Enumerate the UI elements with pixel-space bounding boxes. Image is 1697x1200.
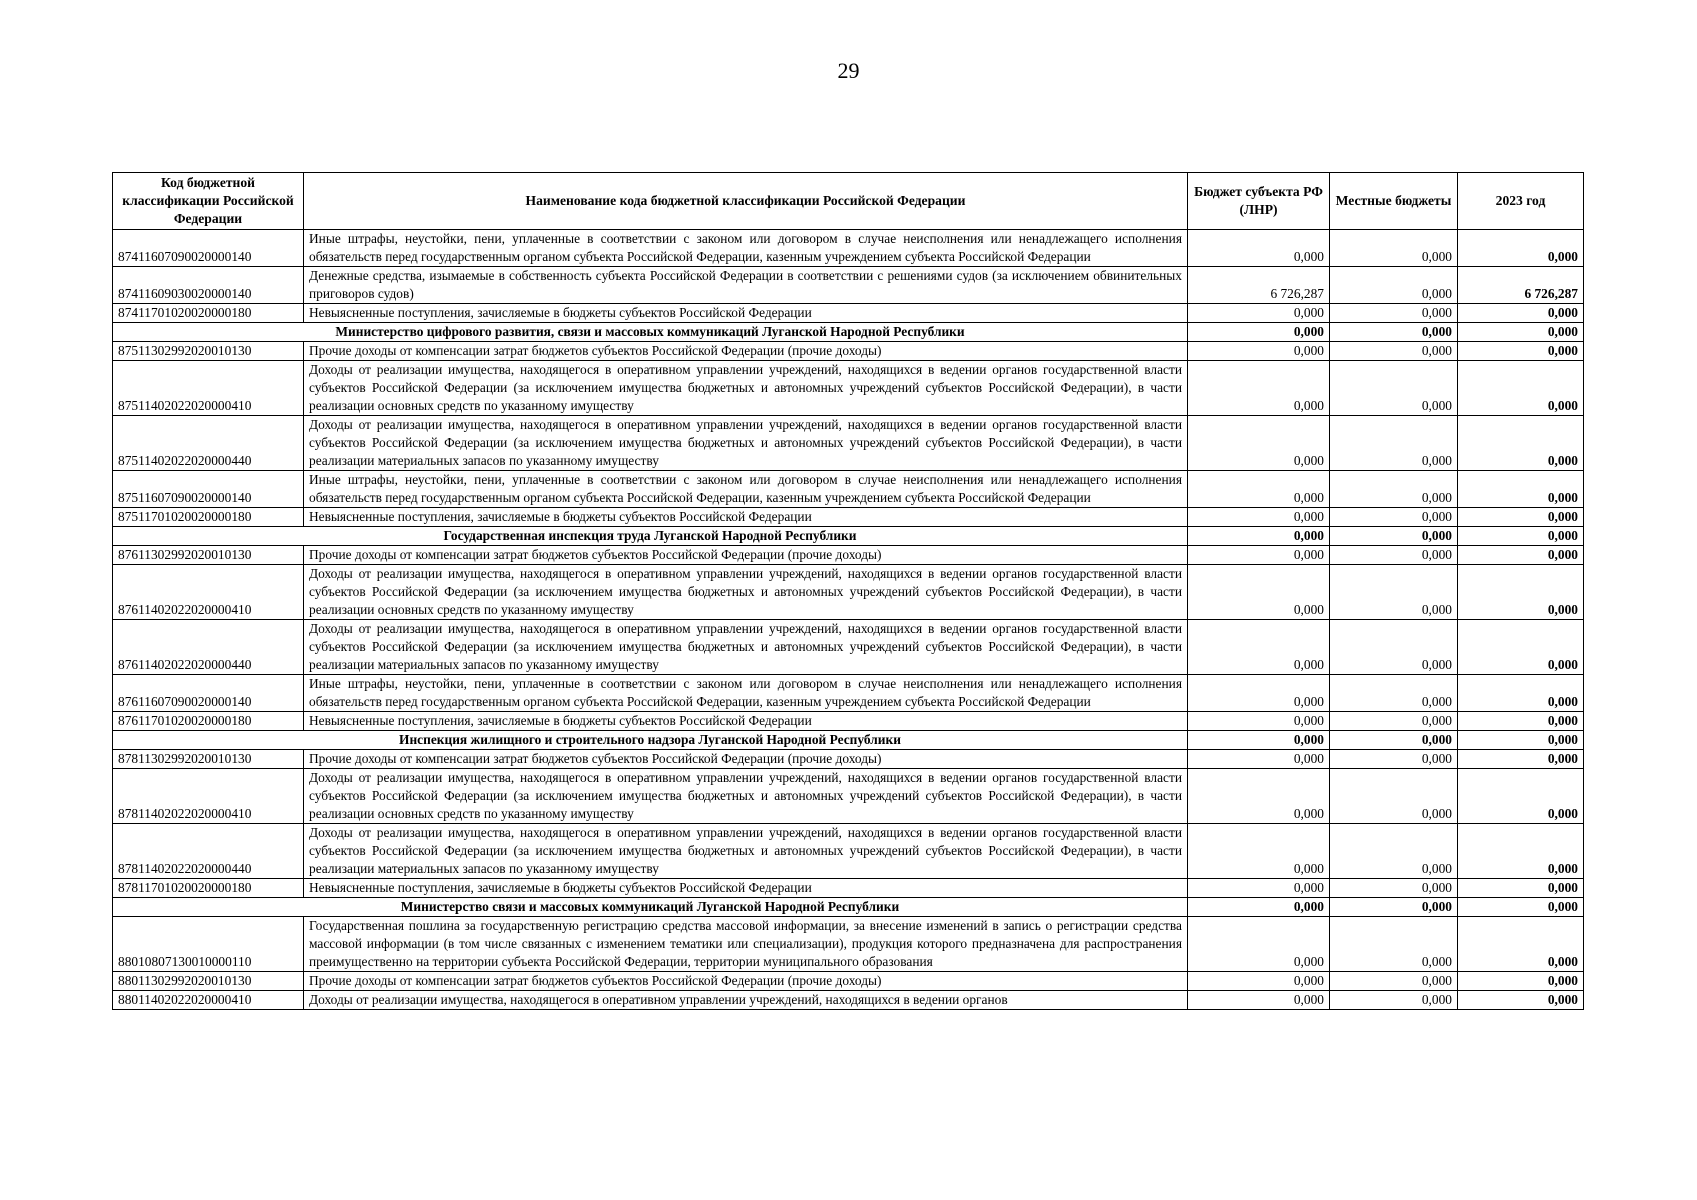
budget-code-cell: 87611402022020000410 xyxy=(113,565,304,620)
local-budgets-cell: 0,000 xyxy=(1330,267,1458,304)
table-row xyxy=(113,824,1584,879)
budget-code-cell: 87811402022020000410 xyxy=(113,769,304,824)
local-budgets-cell: 0,000 xyxy=(1330,750,1458,769)
subject-budget-cell: 0,000 xyxy=(1188,471,1330,508)
budget-code-cell: 87511701020020000180 xyxy=(113,508,304,527)
year-total-cell: 0,000 xyxy=(1458,416,1584,471)
table-row xyxy=(113,769,1584,824)
year-total-cell: 0,000 xyxy=(1458,471,1584,508)
table-row xyxy=(113,565,1584,620)
local-budgets-cell: 0,000 xyxy=(1330,304,1458,323)
budget-code-cell: 87611701020020000180 xyxy=(113,712,304,731)
code-name-cell: Иные штрафы, неустойки, пени, уплаченные в соответствии с законом или договором в случае неисполнения или ненадлежащего исполнения обязательств перед государственным органом субъекта Российской Федерации, казенным учреждением субъекта Российской Федерации xyxy=(304,230,1188,267)
section-row xyxy=(113,527,1584,546)
local-budgets-cell: 0,000 xyxy=(1330,675,1458,712)
budget-code-cell: 87811701020020000180 xyxy=(113,879,304,898)
budget-code-cell: 87511402022020000440 xyxy=(113,416,304,471)
budget-code-cell: 87411607090020000140 xyxy=(113,230,304,267)
budget-code-cell: 87511302992020010130 xyxy=(113,342,304,361)
code-name-cell: Государственная пошлина за государственную регистрацию средства массовой информации, за внесение изменений в запись о регистрации средства массовой информации (в том числе связанных с изменением тематики или специализации), продукция которого предназначена для распространения преимущественно на территории субъекта Российской Федерации, территории муниципального образования xyxy=(304,917,1188,972)
subject-budget-cell: 6 726,287 xyxy=(1188,267,1330,304)
local-budgets-cell: 0,000 xyxy=(1330,879,1458,898)
year-total-cell: 0,000 xyxy=(1458,917,1584,972)
subject-budget-cell: 0,000 xyxy=(1188,546,1330,565)
subject-budget-cell: 0,000 xyxy=(1188,731,1330,750)
local-budgets-cell: 0,000 xyxy=(1330,917,1458,972)
budget-code-cell: 87511607090020000140 xyxy=(113,471,304,508)
year-total-cell: 0,000 xyxy=(1458,750,1584,769)
year-total-cell: 0,000 xyxy=(1458,342,1584,361)
subject-budget-cell: 0,000 xyxy=(1188,620,1330,675)
local-budgets-cell: 0,000 xyxy=(1330,361,1458,416)
code-name-cell: Прочие доходы от компенсации затрат бюджетов субъектов Российской Федерации (прочие доходы) xyxy=(304,546,1188,565)
subject-budget-cell: 0,000 xyxy=(1188,750,1330,769)
code-name-cell: Невыясненные поступления, зачисляемые в бюджеты субъектов Российской Федерации xyxy=(304,879,1188,898)
code-name-cell: Иные штрафы, неустойки, пени, уплаченные в соответствии с законом или договором в случае неисполнения или ненадлежащего исполнения обязательств перед государственным органом субъекта Российской Федерации, казенным учреждением субъекта Российской Федерации xyxy=(304,675,1188,712)
year-total-cell: 0,000 xyxy=(1458,620,1584,675)
header-name: Наименование кода бюджетной классификации Российской Федерации xyxy=(304,173,1188,230)
table-row xyxy=(113,917,1584,972)
table-row xyxy=(113,230,1584,267)
year-total-cell: 0,000 xyxy=(1458,527,1584,546)
table-row xyxy=(113,508,1584,527)
local-budgets-cell: 0,000 xyxy=(1330,416,1458,471)
year-total-cell: 0,000 xyxy=(1458,972,1584,991)
code-name-cell: Доходы от реализации имущества, находящегося в оперативном управлении учреждений, находящихся в ведении органов государственной власти субъектов Российской Федерации (за исключением имущества бюджетных и автономных учреждений субъектов Российской Федерации), в части реализации материальных запасов по указанному имуществу xyxy=(304,620,1188,675)
year-total-cell: 6 726,287 xyxy=(1458,267,1584,304)
year-total-cell: 0,000 xyxy=(1458,991,1584,1010)
table-row xyxy=(113,991,1584,1010)
budget-code-cell: 87611402022020000440 xyxy=(113,620,304,675)
subject-budget-cell: 0,000 xyxy=(1188,769,1330,824)
code-name-cell: Невыясненные поступления, зачисляемые в бюджеты субъектов Российской Федерации xyxy=(304,304,1188,323)
year-total-cell: 0,000 xyxy=(1458,769,1584,824)
header-year: 2023 год xyxy=(1458,173,1584,230)
year-total-cell: 0,000 xyxy=(1458,879,1584,898)
subject-budget-cell: 0,000 xyxy=(1188,565,1330,620)
subject-budget-cell: 0,000 xyxy=(1188,342,1330,361)
page-number: 29 xyxy=(837,58,860,83)
code-name-cell: Прочие доходы от компенсации затрат бюджетов субъектов Российской Федерации (прочие доходы) xyxy=(304,750,1188,769)
local-budgets-cell: 0,000 xyxy=(1330,527,1458,546)
local-budgets-cell: 0,000 xyxy=(1330,620,1458,675)
code-name-cell: Доходы от реализации имущества, находящегося в оперативном управлении учреждений, находящихся в ведении органов государственной власти субъектов Российской Федерации (за исключением имущества бюджетных и автономных учреждений субъектов Российской Федерации), в части реализации материальных запасов по указанному имуществу xyxy=(304,824,1188,879)
subject-budget-cell: 0,000 xyxy=(1188,675,1330,712)
code-name-cell: Доходы от реализации имущества, находящегося в оперативном управлении учреждений, находящихся в ведении органов государственной власти субъектов Российской Федерации (за исключением имущества бюджетных и автономных учреждений субъектов Российской Федерации), в части реализации основных средств по указанному имуществу xyxy=(304,769,1188,824)
budget-code-cell: 87511402022020000410 xyxy=(113,361,304,416)
code-name-cell: Доходы от реализации имущества, находящегося в оперативном управлении учреждений, находящихся в ведении органов государственной власти субъектов Российской Федерации (за исключением имущества бюджетных и автономных учреждений субъектов Российской Федерации), в части реализации материальных запасов по указанному имуществу xyxy=(304,416,1188,471)
subject-budget-cell: 0,000 xyxy=(1188,898,1330,917)
table-row xyxy=(113,712,1584,731)
header-code: Код бюджетной классификации Российской Федерации xyxy=(113,173,304,230)
subject-budget-cell: 0,000 xyxy=(1188,304,1330,323)
year-total-cell: 0,000 xyxy=(1458,731,1584,750)
section-title: Министерство связи и массовых коммуникаций Луганской Народной Республики xyxy=(113,898,1188,917)
year-total-cell: 0,000 xyxy=(1458,546,1584,565)
section-row xyxy=(113,898,1584,917)
year-total-cell: 0,000 xyxy=(1458,565,1584,620)
local-budgets-cell: 0,000 xyxy=(1330,991,1458,1010)
budget-code-cell: 87411609030020000140 xyxy=(113,267,304,304)
subject-budget-cell: 0,000 xyxy=(1188,416,1330,471)
local-budgets-cell: 0,000 xyxy=(1330,230,1458,267)
budget-code-cell: 88011302992020010130 xyxy=(113,972,304,991)
local-budgets-cell: 0,000 xyxy=(1330,712,1458,731)
table-row xyxy=(113,471,1584,508)
subject-budget-cell: 0,000 xyxy=(1188,508,1330,527)
local-budgets-cell: 0,000 xyxy=(1330,972,1458,991)
local-budgets-cell: 0,000 xyxy=(1330,508,1458,527)
code-name-cell: Невыясненные поступления, зачисляемые в бюджеты субъектов Российской Федерации xyxy=(304,712,1188,731)
year-total-cell: 0,000 xyxy=(1458,230,1584,267)
code-name-cell: Прочие доходы от компенсации затрат бюджетов субъектов Российской Федерации (прочие доходы) xyxy=(304,972,1188,991)
section-row xyxy=(113,323,1584,342)
year-total-cell: 0,000 xyxy=(1458,898,1584,917)
budget-code-cell: 88011402022020000410 xyxy=(113,991,304,1010)
code-name-cell: Иные штрафы, неустойки, пени, уплаченные в соответствии с законом или договором в случае неисполнения или ненадлежащего исполнения обязательств перед государственным органом субъекта Российской Федерации, казенным учреждением субъекта Российской Федерации xyxy=(304,471,1188,508)
year-total-cell: 0,000 xyxy=(1458,323,1584,342)
code-name-cell: Невыясненные поступления, зачисляемые в бюджеты субъектов Российской Федерации xyxy=(304,508,1188,527)
local-budgets-cell: 0,000 xyxy=(1330,323,1458,342)
section-title: Государственная инспекция труда Луганской Народной Республики xyxy=(113,527,1188,546)
subject-budget-cell: 0,000 xyxy=(1188,361,1330,416)
subject-budget-cell: 0,000 xyxy=(1188,230,1330,267)
budget-code-cell: 88010807130010000110 xyxy=(113,917,304,972)
year-total-cell: 0,000 xyxy=(1458,712,1584,731)
code-name-cell: Доходы от реализации имущества, находящегося в оперативном управлении учреждений, находящихся в ведении органов государственной власти субъектов Российской Федерации (за исключением имущества бюджетных и автономных учреждений субъектов Российской Федерации), в части реализации основных средств по указанному имуществу xyxy=(304,361,1188,416)
table-row xyxy=(113,750,1584,769)
table-row xyxy=(113,361,1584,416)
header-local-budgets: Местные бюджеты xyxy=(1330,173,1458,230)
year-total-cell: 0,000 xyxy=(1458,824,1584,879)
local-budgets-cell: 0,000 xyxy=(1330,546,1458,565)
local-budgets-cell: 0,000 xyxy=(1330,565,1458,620)
subject-budget-cell: 0,000 xyxy=(1188,527,1330,546)
table-row xyxy=(113,546,1584,565)
subject-budget-cell: 0,000 xyxy=(1188,323,1330,342)
code-name-cell: Доходы от реализации имущества, находящегося в оперативном управлении учреждений, находящихся в ведении органов государственной власти субъектов Российской Федерации (за исключением имущества бюджетных и автономных учреждений субъектов Российской Федерации), в части реализации основных средств по указанному имуществу xyxy=(304,565,1188,620)
subject-budget-cell: 0,000 xyxy=(1188,879,1330,898)
subject-budget-cell: 0,000 xyxy=(1188,824,1330,879)
local-budgets-cell: 0,000 xyxy=(1330,824,1458,879)
table-row xyxy=(113,416,1584,471)
year-total-cell: 0,000 xyxy=(1458,675,1584,712)
year-total-cell: 0,000 xyxy=(1458,508,1584,527)
table-header-row xyxy=(113,173,1584,230)
section-row xyxy=(113,731,1584,750)
budget-code-cell: 87811302992020010130 xyxy=(113,750,304,769)
table-row xyxy=(113,620,1584,675)
table-row xyxy=(113,342,1584,361)
budget-code-cell: 87411701020020000180 xyxy=(113,304,304,323)
subject-budget-cell: 0,000 xyxy=(1188,991,1330,1010)
table-body xyxy=(113,230,1584,1010)
local-budgets-cell: 0,000 xyxy=(1330,471,1458,508)
code-name-cell: Доходы от реализации имущества, находящегося в оперативном управлении учреждений, находящихся в ведении органов xyxy=(304,991,1188,1010)
local-budgets-cell: 0,000 xyxy=(1330,769,1458,824)
table-row xyxy=(113,304,1584,323)
subject-budget-cell: 0,000 xyxy=(1188,712,1330,731)
budget-code-cell: 87611302992020010130 xyxy=(113,546,304,565)
local-budgets-cell: 0,000 xyxy=(1330,898,1458,917)
year-total-cell: 0,000 xyxy=(1458,361,1584,416)
year-total-cell: 0,000 xyxy=(1458,304,1584,323)
section-title: Инспекция жилищного и строительного надзора Луганской Народной Республики xyxy=(113,731,1188,750)
local-budgets-cell: 0,000 xyxy=(1330,342,1458,361)
local-budgets-cell: 0,000 xyxy=(1330,731,1458,750)
budget-classification-table xyxy=(112,172,1584,1010)
table-row xyxy=(113,675,1584,712)
subject-budget-cell: 0,000 xyxy=(1188,972,1330,991)
budget-code-cell: 87611607090020000140 xyxy=(113,675,304,712)
table-row xyxy=(113,972,1584,991)
budget-code-cell: 87811402022020000440 xyxy=(113,824,304,879)
subject-budget-cell: 0,000 xyxy=(1188,917,1330,972)
table-row xyxy=(113,267,1584,304)
section-title: Министерство цифрового развития, связи и массовых коммуникаций Луганской Народной Республики xyxy=(113,323,1188,342)
code-name-cell: Прочие доходы от компенсации затрат бюджетов субъектов Российской Федерации (прочие доходы) xyxy=(304,342,1188,361)
header-subject-budget: Бюджет субъекта РФ (ЛНР) xyxy=(1188,173,1330,230)
table-row xyxy=(113,879,1584,898)
code-name-cell: Денежные средства, изымаемые в собственность субъекта Российской Федерации в соответствии с решениями судов (за исключением обвинительных приговоров судов) xyxy=(304,267,1188,304)
